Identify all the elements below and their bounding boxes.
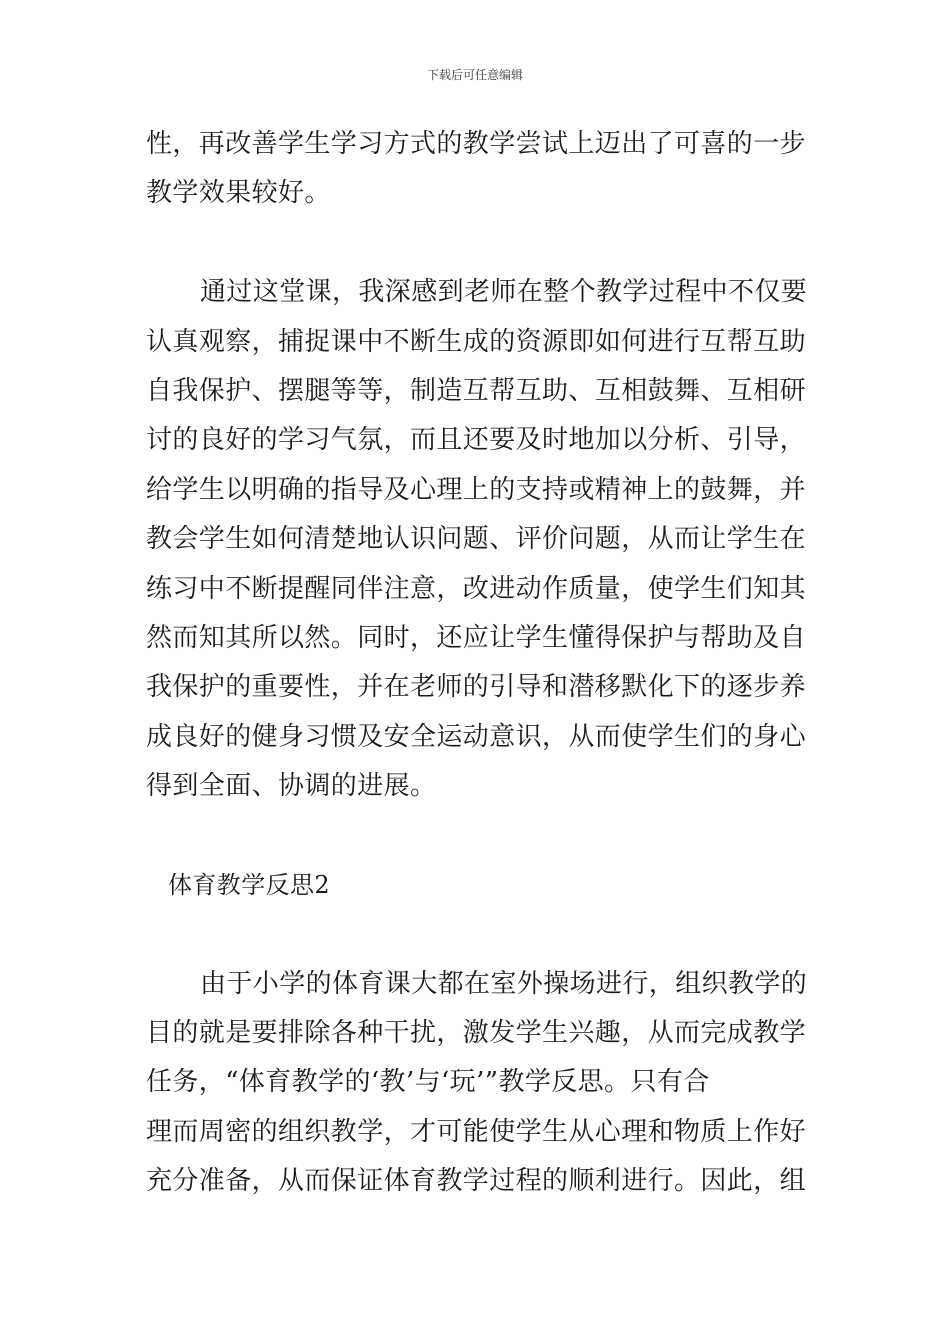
paragraph-line: 我保护的重要性，并在老师的引导和潜移默化下的逐步养 — [146, 672, 807, 703]
paragraph-line: 充分准备，从而保证体育教学过程的顺利进行。因此，组 — [146, 1166, 807, 1197]
paragraph-line: 教学效果较好。 — [146, 178, 331, 209]
paragraph-line: 给学生以明确的指导及心理上的支持或精神上的鼓舞，并 — [146, 474, 807, 505]
paragraph-line: 成良好的健身习惯及安全运动意识，从而使学生们的身心 — [146, 721, 807, 752]
paragraph-line: 自我保护、摆腿等等，制造互帮互助、互相鼓舞、互相研 — [146, 375, 807, 406]
paragraph-gap — [146, 811, 816, 860]
paragraph-line: 教会学生如何清楚地认识问题、评价问题，从而让学生在 — [146, 524, 807, 555]
page-header: 下载后可任意编辑 — [426, 68, 523, 82]
paragraph-first-line: 通过这堂课，我深感到老师在整个教学过程中不仅要 — [200, 277, 808, 308]
document-body — [146, 120, 816, 1207]
paragraph-line: 练习中不断提醒同伴注意，改进动作质量，使学生们知其 — [146, 573, 807, 604]
section-heading: 体育教学反思2 — [168, 870, 331, 899]
paragraph-gap — [146, 910, 816, 959]
paragraph-line: 得到全面、协调的进展。 — [146, 771, 437, 802]
paragraph-line: 目的就是要排除各种干扰，激发学生兴趣，从而完成教学 — [146, 1018, 807, 1049]
paragraph-gap — [146, 219, 816, 268]
paragraph-line: 认真观察，捕捉课中不断生成的资源即如何进行互帮互助 — [146, 326, 807, 357]
paragraph-line: 理而周密的组织教学，才可能使学生从心理和物质上作好 — [146, 1116, 807, 1147]
paragraph-line: 性，再改善学生学习方式的教学尝试上迈出了可喜的一步 — [146, 129, 807, 159]
paragraph-first-line: 由于小学的体育课大都在室外操场进行，组织教学的 — [200, 968, 808, 999]
paragraph-line: 然而知其所以然。同时，还应让学生懂得保护与帮助及自 — [146, 622, 807, 653]
paragraph-line: 任务，“体育教学的‘教’与‘玩’”教学反思。只有合 — [146, 1067, 710, 1098]
paragraph-line: 讨的良好的学习气氛，而且还要及时地加以分析、引导， — [146, 425, 807, 456]
